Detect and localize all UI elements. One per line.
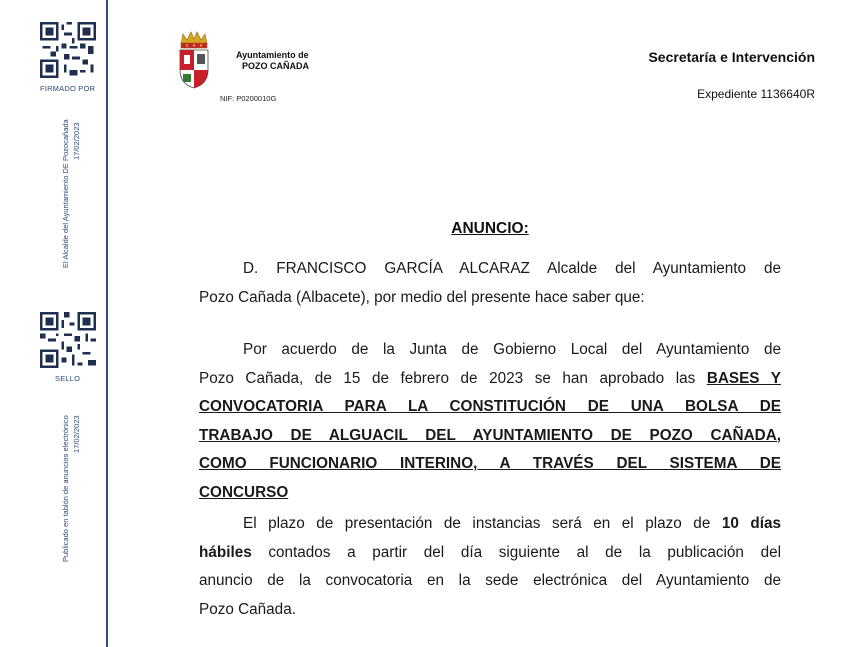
organization-name-line2: POZO CAÑADA (242, 61, 309, 71)
deadline-line-1 (199, 510, 781, 539)
deadline-line-4: Pozo Cañada. (199, 600, 296, 618)
paragraph-deadline (199, 510, 781, 624)
signature-qr-code (40, 22, 96, 78)
signed-by-label: FIRMADO POR (40, 84, 96, 93)
signature-date: 17/02/2023 (72, 122, 81, 160)
seal-qr-code (40, 312, 96, 368)
deadline-line-2-text: contados a partir del día siguiente al de la publicación del (251, 543, 781, 561)
deadline-line-3: anuncio de la convocatoria en la sede electrónica del Ayuntamiento de (199, 572, 781, 589)
agreement-line-3: CONVOCATORIA PARA LA CONSTITUCIÓN DE UNA BOLSA DE (199, 398, 781, 415)
paragraph-intro (199, 255, 781, 312)
intro-line-1: D. FRANCISCO GARCÍA ALCARAZ Alcalde del Ayuntamiento de (243, 260, 781, 277)
document-title: ANUNCIO: (451, 220, 529, 237)
deadline-line-2 (199, 539, 781, 568)
agreement-line-2 (199, 365, 781, 394)
department-name: Secretaría e Intervención (648, 49, 815, 65)
agreement-line-5: COMO FUNCIONARIO INTERINO, A TRAVÉS DEL SISTEMA DE (199, 455, 781, 472)
intro-line-2: Pozo Cañada (Albacete), por medio del presente hace saber que: (199, 288, 645, 306)
nif-number: NIF: P0200010G (220, 94, 277, 103)
organization-name-line1: Ayuntamiento de (236, 50, 309, 60)
bases-link-start: BASES Y (706, 369, 781, 387)
deadline-line-1-text: El plazo de presentación de instancias será en el plazo de (243, 515, 722, 532)
seal-date: 17/02/2023 (72, 415, 81, 453)
margin-rule (106, 0, 108, 647)
paragraph-agreement (199, 336, 781, 507)
file-number: Expediente 1136640R (697, 87, 815, 101)
deadline-business: hábiles (199, 543, 252, 561)
coat-of-arms-logo (177, 30, 211, 90)
deadline-days: 10 días (721, 515, 782, 532)
agreement-line-1: Por acuerdo de la Junta de Gobierno Local del Ayuntamiento de (243, 341, 781, 358)
seal-label: SELLO (55, 374, 81, 383)
agreement-line-4: TRABAJO DE ALGUACIL DEL AYUNTAMIENTO DE POZO CAÑADA, (199, 426, 781, 444)
agreement-line-6: CONCURSO (199, 483, 289, 501)
organization-name (236, 50, 309, 72)
seal-description: Publicado en tablón de anuncios electrónico (61, 415, 70, 562)
agreement-line-2-text: Pozo Cañada, de 15 de febrero de 2023 se han aprobado las (199, 369, 707, 387)
signer-name: El Alcalde del Ayuntamiento DE Pozocañada (61, 119, 70, 268)
